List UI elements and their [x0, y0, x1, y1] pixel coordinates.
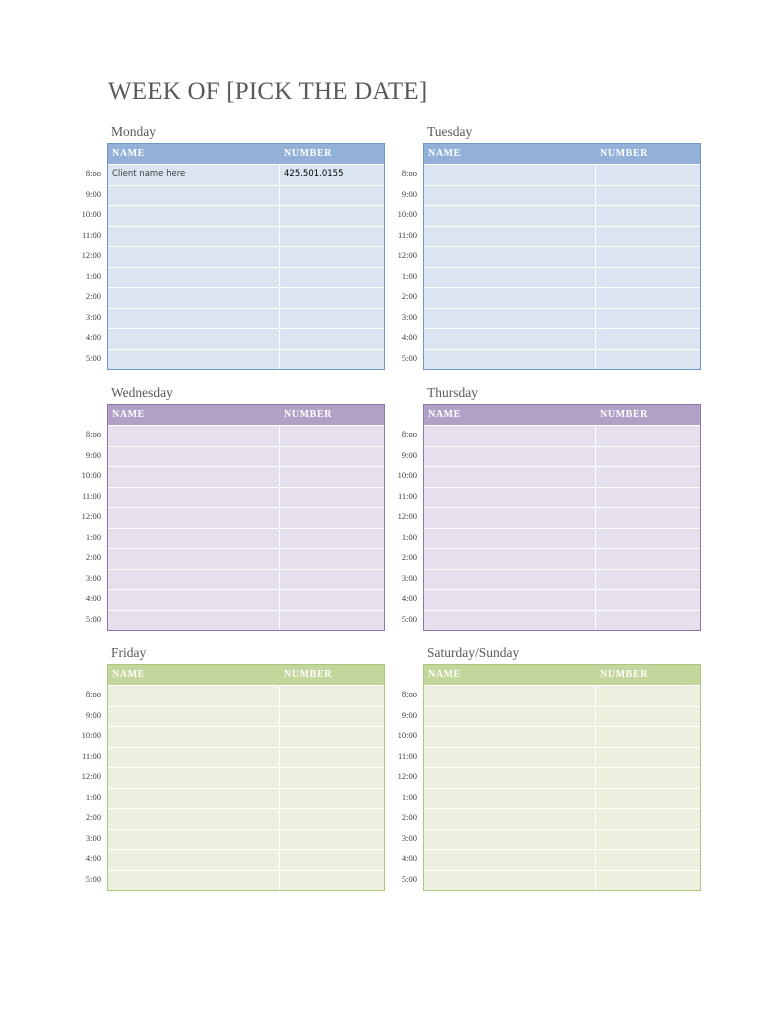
phone-number-cell[interactable]	[596, 686, 700, 706]
phone-number-cell[interactable]	[596, 206, 700, 226]
phone-number-cell[interactable]	[596, 350, 700, 370]
client-name-cell[interactable]	[424, 467, 596, 487]
time-label: 11:00	[397, 229, 417, 240]
time-label: 9:00	[401, 188, 417, 199]
time-label: 1:00	[401, 270, 417, 281]
time-label: 9:00	[401, 709, 417, 720]
table-row	[108, 267, 384, 288]
table-header	[108, 144, 384, 164]
phone-number-cell[interactable]	[280, 329, 384, 349]
client-name-cell[interactable]	[108, 727, 280, 747]
phone-number-cell[interactable]	[596, 426, 700, 446]
client-name-cell[interactable]	[424, 488, 596, 508]
time-labels	[74, 684, 101, 889]
client-name-cell[interactable]	[424, 590, 596, 610]
client-name-cell[interactable]	[108, 686, 280, 706]
time-label: 12:00	[397, 250, 417, 260]
table-row	[424, 425, 700, 446]
table-row	[424, 164, 700, 185]
time-label: 11:00	[397, 750, 417, 761]
client-name-cell[interactable]	[424, 830, 596, 850]
client-name-cell[interactable]	[424, 789, 596, 809]
time-label: 9:00	[401, 449, 417, 460]
client-name-cell[interactable]	[108, 447, 280, 467]
name-column-header: NAME	[428, 148, 461, 159]
table-row	[108, 507, 384, 528]
time-label: 8:oo	[85, 429, 101, 439]
time-label: 3:00	[85, 572, 101, 583]
client-name-cell[interactable]	[424, 447, 596, 467]
phone-number-cell[interactable]	[596, 529, 700, 549]
table-row	[424, 287, 700, 308]
client-name-cell[interactable]: Client name here	[108, 165, 280, 185]
client-name-cell[interactable]	[108, 227, 280, 247]
table-row	[424, 870, 700, 891]
table-row	[108, 548, 384, 569]
table-row	[108, 205, 384, 226]
time-label: 12:00	[397, 511, 417, 521]
time-label: 1:00	[85, 531, 101, 542]
name-column-header: NAME	[428, 669, 461, 680]
time-label: 10:00	[81, 470, 101, 480]
phone-number-cell[interactable]	[596, 309, 700, 329]
phone-number-cell[interactable]	[596, 611, 700, 631]
client-name-cell[interactable]	[108, 748, 280, 768]
time-label: 3:00	[85, 311, 101, 322]
phone-number-cell[interactable]	[280, 227, 384, 247]
table-row	[424, 685, 700, 706]
time-label: 9:00	[85, 188, 101, 199]
table-row	[424, 706, 700, 727]
client-name-cell[interactable]	[424, 707, 596, 727]
client-name-cell[interactable]	[424, 206, 596, 226]
client-name-cell[interactable]	[108, 570, 280, 590]
phone-number-cell[interactable]	[280, 426, 384, 446]
phone-number-cell[interactable]	[596, 549, 700, 569]
client-name-cell[interactable]	[424, 165, 596, 185]
number-column-header: NUMBER	[600, 409, 649, 420]
time-label: 2:00	[85, 291, 101, 301]
number-column-header: NUMBER	[600, 669, 649, 680]
client-name-cell[interactable]	[108, 529, 280, 549]
phone-number-cell[interactable]	[596, 447, 700, 467]
client-name-cell[interactable]	[108, 789, 280, 809]
client-name-cell[interactable]	[108, 830, 280, 850]
table-row	[108, 685, 384, 706]
table-row	[108, 589, 384, 610]
client-name-cell[interactable]	[424, 329, 596, 349]
time-label: 2:00	[85, 812, 101, 822]
client-name-cell[interactable]	[424, 268, 596, 288]
table-row	[424, 328, 700, 349]
time-labels	[74, 424, 101, 629]
phone-number-cell[interactable]	[280, 748, 384, 768]
time-label: 8:oo	[401, 429, 417, 439]
time-label: 4:00	[85, 853, 101, 863]
number-column-header: NUMBER	[284, 148, 333, 159]
client-name-cell[interactable]	[108, 288, 280, 308]
time-label: 11:00	[397, 490, 417, 501]
table-row	[424, 267, 700, 288]
phone-number-cell[interactable]: 425.501.0155	[284, 169, 344, 179]
schedule-table	[423, 143, 701, 370]
client-name-cell[interactable]	[108, 268, 280, 288]
client-name-cell[interactable]	[424, 727, 596, 747]
phone-number-cell[interactable]	[280, 850, 384, 870]
client-name-cell[interactable]	[108, 850, 280, 870]
phone-number-cell[interactable]	[280, 268, 384, 288]
time-label: 1:00	[85, 791, 101, 802]
time-label: 1:00	[85, 270, 101, 281]
time-label: 1:00	[401, 531, 417, 542]
time-label: 8:oo	[85, 168, 101, 178]
table-row	[424, 185, 700, 206]
time-label: 2:00	[401, 552, 417, 562]
time-label: 10:00	[81, 209, 101, 219]
time-label: 12:00	[397, 771, 417, 781]
time-label: 8:oo	[401, 689, 417, 699]
phone-number-cell[interactable]	[280, 871, 384, 891]
client-name-cell[interactable]	[424, 850, 596, 870]
number-column-header: NUMBER	[284, 669, 333, 680]
table-row	[424, 308, 700, 329]
table-row	[424, 726, 700, 747]
client-name-cell[interactable]	[424, 508, 596, 528]
time-label: 9:00	[85, 709, 101, 720]
time-label: 11:00	[81, 750, 101, 761]
client-name-cell[interactable]	[108, 871, 280, 891]
client-name-cell[interactable]	[108, 508, 280, 528]
table-row	[108, 829, 384, 850]
time-label: 10:00	[81, 730, 101, 740]
time-label: 8:oo	[85, 689, 101, 699]
phone-number-cell[interactable]	[596, 508, 700, 528]
phone-number-cell[interactable]	[596, 830, 700, 850]
time-label: 2:00	[85, 552, 101, 562]
time-labels	[390, 163, 417, 368]
phone-number-cell[interactable]	[280, 247, 384, 267]
day-name: Thursday	[427, 385, 478, 400]
client-name-cell[interactable]	[108, 206, 280, 226]
time-label: 12:00	[81, 771, 101, 781]
table-row	[424, 487, 700, 508]
phone-number-cell[interactable]	[596, 768, 700, 788]
client-name-cell[interactable]	[424, 186, 596, 206]
client-name-cell[interactable]	[424, 871, 596, 891]
name-column-header: NAME	[112, 148, 145, 159]
time-label: 11:00	[81, 490, 101, 501]
client-name-cell[interactable]	[424, 426, 596, 446]
table-row	[424, 829, 700, 850]
phone-number-cell[interactable]	[280, 206, 384, 226]
table-row	[424, 528, 700, 549]
client-name-cell[interactable]	[424, 549, 596, 569]
client-name-cell[interactable]	[108, 590, 280, 610]
table-row	[108, 185, 384, 206]
table-row	[108, 528, 384, 549]
page-title: WEEK OF [PICK THE DATE]	[108, 78, 428, 105]
phone-number-cell[interactable]	[280, 686, 384, 706]
phone-number-cell[interactable]	[596, 809, 700, 829]
client-name-cell[interactable]	[424, 350, 596, 370]
client-name-cell[interactable]	[108, 467, 280, 487]
client-name-cell[interactable]	[108, 707, 280, 727]
time-label: 12:00	[81, 250, 101, 260]
table-row	[108, 610, 384, 631]
time-label: 5:00	[401, 352, 417, 363]
time-label: 4:00	[85, 332, 101, 342]
schedule-table	[423, 664, 701, 891]
client-name-cell[interactable]	[424, 570, 596, 590]
client-name-cell[interactable]	[424, 748, 596, 768]
time-label: 4:00	[401, 853, 417, 863]
client-name-cell[interactable]	[424, 809, 596, 829]
table-row	[108, 726, 384, 747]
client-name-cell[interactable]	[108, 611, 280, 631]
time-label: 8:oo	[401, 168, 417, 178]
table-header	[424, 144, 700, 164]
table-header	[424, 665, 700, 685]
client-name-cell[interactable]	[424, 247, 596, 267]
day-name: Wednesday	[111, 385, 173, 400]
table-row	[108, 747, 384, 768]
table-row	[424, 246, 700, 267]
table-row	[424, 205, 700, 226]
table-row	[108, 246, 384, 267]
table-row	[424, 466, 700, 487]
client-name-cell[interactable]	[424, 309, 596, 329]
phone-number-cell[interactable]	[596, 570, 700, 590]
phone-number-cell[interactable]	[596, 707, 700, 727]
number-column-header: NUMBER	[284, 409, 333, 420]
time-labels	[390, 424, 417, 629]
time-label: 10:00	[397, 470, 417, 480]
time-labels	[390, 684, 417, 889]
table-row	[108, 849, 384, 870]
client-name-cell[interactable]	[424, 529, 596, 549]
time-label: 9:00	[85, 449, 101, 460]
name-column-header: NAME	[428, 409, 461, 420]
table-row	[108, 308, 384, 329]
phone-number-cell[interactable]	[280, 611, 384, 631]
phone-number-cell[interactable]	[596, 268, 700, 288]
client-name-cell[interactable]	[108, 549, 280, 569]
time-label: 4:00	[401, 332, 417, 342]
table-row	[108, 226, 384, 247]
name-column-header: NAME	[112, 409, 145, 420]
phone-number-cell[interactable]	[280, 488, 384, 508]
phone-number-cell[interactable]	[596, 871, 700, 891]
client-name-cell[interactable]	[108, 186, 280, 206]
phone-number-cell[interactable]	[280, 508, 384, 528]
phone-number-cell[interactable]	[596, 227, 700, 247]
schedule-table	[423, 404, 701, 631]
phone-number-cell[interactable]	[280, 727, 384, 747]
schedule-table	[107, 664, 385, 891]
phone-number-cell[interactable]	[280, 789, 384, 809]
schedule-table	[107, 143, 385, 370]
time-label: 3:00	[401, 311, 417, 322]
table-row	[424, 589, 700, 610]
time-label: 1:00	[401, 791, 417, 802]
time-label: 5:00	[85, 352, 101, 363]
client-name-cell[interactable]	[424, 288, 596, 308]
phone-number-cell[interactable]	[280, 707, 384, 727]
name-column-header: NAME	[112, 669, 145, 680]
table-row	[424, 747, 700, 768]
table-row	[108, 328, 384, 349]
table-row	[108, 808, 384, 829]
number-column-header: NUMBER	[600, 148, 649, 159]
table-row	[108, 767, 384, 788]
time-label: 5:00	[85, 613, 101, 624]
phone-number-cell[interactable]	[280, 350, 384, 370]
table-row	[108, 788, 384, 809]
table-row	[108, 425, 384, 446]
phone-number-cell[interactable]	[596, 165, 700, 185]
table-row	[424, 446, 700, 467]
day-name: Monday	[111, 124, 156, 139]
phone-number-cell[interactable]	[596, 467, 700, 487]
client-name-cell[interactable]	[108, 350, 280, 370]
phone-number-cell[interactable]	[280, 447, 384, 467]
client-name-cell[interactable]	[424, 227, 596, 247]
time-label: 5:00	[85, 873, 101, 884]
phone-number-cell[interactable]	[280, 186, 384, 206]
phone-number-cell[interactable]	[596, 850, 700, 870]
table-row	[424, 569, 700, 590]
phone-number-cell[interactable]	[596, 488, 700, 508]
time-label: 10:00	[397, 730, 417, 740]
time-label: 12:00	[81, 511, 101, 521]
table-row	[108, 706, 384, 727]
time-label: 3:00	[85, 832, 101, 843]
client-name-cell[interactable]	[108, 329, 280, 349]
time-label: 5:00	[401, 613, 417, 624]
table-header	[108, 665, 384, 685]
schedule-table	[107, 404, 385, 631]
client-name-cell[interactable]	[108, 247, 280, 267]
phone-number-cell[interactable]	[596, 247, 700, 267]
table-row	[424, 226, 700, 247]
table-row	[424, 767, 700, 788]
time-label: 3:00	[401, 832, 417, 843]
client-name-cell[interactable]	[108, 426, 280, 446]
table-row	[424, 548, 700, 569]
table-row	[424, 788, 700, 809]
client-name-cell[interactable]	[424, 768, 596, 788]
phone-number-cell[interactable]	[280, 570, 384, 590]
table-header	[108, 405, 384, 425]
table-row	[108, 164, 384, 185]
table-row	[424, 808, 700, 829]
time-label: 4:00	[85, 593, 101, 603]
phone-number-cell[interactable]	[596, 748, 700, 768]
client-name-cell[interactable]	[108, 488, 280, 508]
phone-number-cell[interactable]	[280, 529, 384, 549]
time-label: 2:00	[401, 812, 417, 822]
client-name-cell[interactable]	[108, 809, 280, 829]
day-name: Saturday/Sunday	[427, 645, 520, 660]
phone-number-cell[interactable]	[280, 309, 384, 329]
table-row	[108, 870, 384, 891]
phone-number-cell[interactable]	[596, 727, 700, 747]
table-row	[108, 466, 384, 487]
phone-number-cell[interactable]	[280, 768, 384, 788]
time-label: 3:00	[401, 572, 417, 583]
client-name-cell[interactable]	[424, 611, 596, 631]
table-row	[424, 610, 700, 631]
phone-number-cell[interactable]	[280, 549, 384, 569]
time-label: 4:00	[401, 593, 417, 603]
phone-number-cell[interactable]	[596, 186, 700, 206]
table-header	[424, 405, 700, 425]
phone-number-cell[interactable]	[280, 590, 384, 610]
time-label: 2:00	[401, 291, 417, 301]
client-name-cell[interactable]	[424, 686, 596, 706]
phone-number-cell[interactable]	[280, 288, 384, 308]
time-label: 11:00	[81, 229, 101, 240]
day-name: Friday	[111, 645, 147, 660]
day-name: Tuesday	[427, 124, 473, 139]
table-row	[108, 569, 384, 590]
time-labels	[74, 163, 101, 368]
time-label: 10:00	[397, 209, 417, 219]
phone-number-cell[interactable]	[596, 789, 700, 809]
phone-number-cell[interactable]	[596, 288, 700, 308]
table-row	[108, 487, 384, 508]
client-name-cell[interactable]	[108, 309, 280, 329]
table-row	[108, 349, 384, 370]
phone-number-cell[interactable]	[280, 830, 384, 850]
phone-number-cell[interactable]	[280, 809, 384, 829]
phone-number-cell[interactable]	[280, 467, 384, 487]
phone-number-cell[interactable]	[596, 329, 700, 349]
table-row	[424, 507, 700, 528]
table-row	[424, 349, 700, 370]
table-row	[108, 287, 384, 308]
client-name-cell[interactable]	[108, 768, 280, 788]
time-label: 5:00	[401, 873, 417, 884]
phone-number-cell[interactable]	[596, 590, 700, 610]
table-row	[424, 849, 700, 870]
table-row	[108, 446, 384, 467]
